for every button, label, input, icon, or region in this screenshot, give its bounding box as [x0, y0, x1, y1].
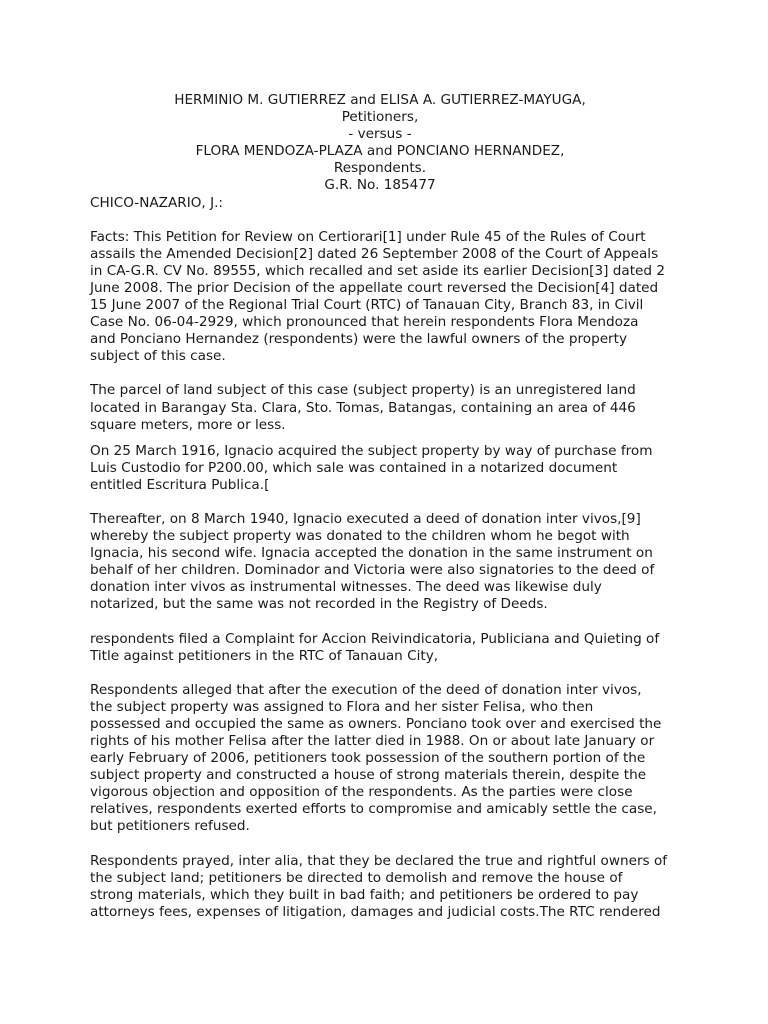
paragraph-prayer: Respondents prayed, inter alia, that they be declared the true and rightful owners of the subject land; petitioners be directed to demolish and remove the house of strong materials, which they built in bad faith; and petitioners be ordered to pay attorneys fees, expenses of litigation, damages and judicial costs.The RTC rendered: [90, 852, 668, 920]
paragraph-facts: Facts: This Petition for Review on Certiorari[1] under Rule 45 of the Rules of Court assails the Amended Decision[2] dated 26 September 2008 of the Court of Appeals in CA-G.R. CV No. 89555, which recalled and set aside its earlier Decision[3] dated 2 June 2008. The prior Decision of the appellate court reversed the Decision[4] dated 15 June 2007 of the Regional Trial Court (RTC) of Tanauan City, Branch 83, in Civil Case No. 06-04-2929, which pronounced that herein respondents Flora Mendoza and Ponciano Hernandez (respondents) were the lawful owners of the property subject of this case.: [90, 228, 666, 365]
document-page: [90, 92, 670, 921]
petitioners-label: Petitioners,: [341, 109, 419, 126]
versus-line: - versus -: [348, 126, 412, 143]
petitioners-names: HERMINIO M. GUTIERREZ and ELISA A. GUTIERREZ-MAYUGA,: [174, 92, 586, 108]
paragraph-acquisition: On 25 March 1916, Ignacio acquired the subject property by way of purchase from Luis Custodio for P200.00, which sale was contained in a notarized document entitled Escritura Publica.[: [90, 442, 653, 493]
paragraph-allegations: Respondents alleged that after the execution of the deed of donation inter vivos, the subject property was assigned to Flora and her sister Felisa, who then possessed and occupied the same as owners. Ponciano took over and exercised the rights of his mother Felisa after the latter died in 1988. On or about late January or early February of 2006, petitioners took possession of the southern portion of the subject property and constructed a house of strong materials therein, despite the vigorous objection and opposition of the respondents. As the parties were close relatives, respondents exerted efforts to compromise and amicably settle the case, but petitioners refused.: [90, 681, 662, 835]
case-caption: [90, 92, 670, 195]
paragraph-subject-property: The parcel of land subject of this case (subject property) is an unregistered land located in Barangay Sta. Clara, Sto. Tomas, Batangas, containing an area of 446 square meters, more or less.: [90, 382, 636, 433]
paragraph-complaint: respondents filed a Complaint for Accion Reivindicatoria, Publiciana and Quieting of Title against petitioners in the RTC of Tanauan City,: [90, 630, 660, 664]
case-number: G.R. No. 185477: [324, 177, 436, 194]
ponente: CHICO-NAZARIO, J.:: [90, 194, 223, 211]
paragraph-donation: Thereafter, on 8 March 1940, Ignacio executed a deed of donation inter vivos,[9] whereby the subject property was donated to the children whom he begot with Ignacia, his second wife. Ignacia accepted the donation in the same instrument on behalf of her children. Dominador and Victoria were also signatories to the deed of donation inter vivos as instrumental witnesses. The deed was likewise duly notarized, but the same was not recorded in the Registry of Deeds.: [90, 510, 655, 613]
respondents-names: FLORA MENDOZA-PLAZA and PONCIANO HERNANDEZ,: [195, 143, 565, 160]
respondents-label: Respondents.: [333, 160, 427, 177]
